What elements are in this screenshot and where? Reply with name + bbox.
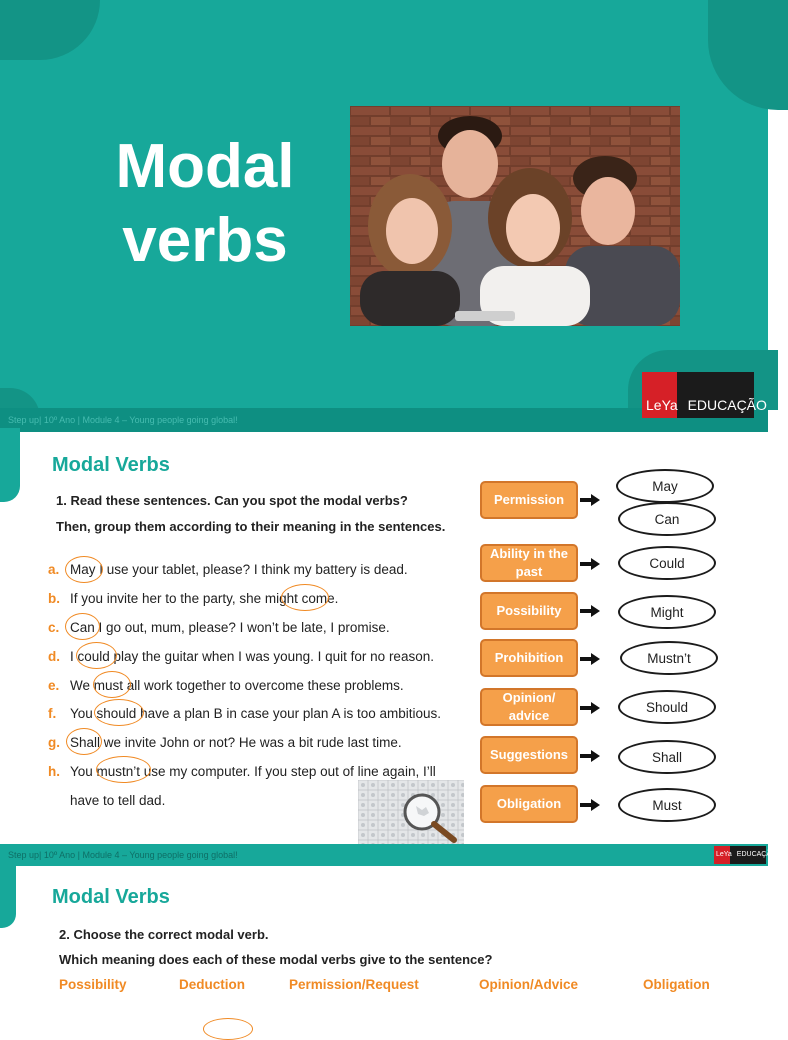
highlight-circle: [65, 556, 103, 583]
title-slide: [0, 0, 768, 432]
highlight-circle: [66, 728, 102, 755]
sentence-e: e. We must all work together to overcome these problems.: [48, 678, 404, 693]
category-obligation: Obligation: [480, 785, 578, 823]
answer-mustnt: Mustn’t: [620, 641, 718, 675]
arrow-right-icon: [580, 653, 600, 665]
highlight-circle: [76, 642, 117, 669]
sentence-b: b. If you invite her to the party, she might come.: [48, 591, 339, 606]
arrow-right-icon: [580, 702, 600, 714]
category-prohibition: Prohibition: [480, 639, 578, 677]
sentence-h: h. You mustn’t use my computer. If you step out of line again, I’ll: [48, 764, 436, 779]
sentence-d: d. I could play the guitar when I was young. I quit for no reason.: [48, 649, 434, 664]
magnifier-puzzle-image: [358, 780, 464, 854]
category-possibility: Possibility: [480, 592, 578, 630]
arrow-right-icon: [580, 750, 600, 762]
answer-might: Might: [618, 595, 716, 629]
sentence-c: c. Can I go out, mum, please? I won’t be late, I promise.: [48, 620, 390, 635]
logo-brand: LeYa: [716, 851, 732, 858]
option-deduction: Deduction: [179, 977, 245, 992]
logo-text: EDUCAÇÃO: [736, 851, 777, 858]
sentence-g: g. Shall we invite John or not? He was a bit rude last time.: [48, 735, 402, 750]
sentence-f: f. You should have a plan B in case your plan A is too ambitious.: [48, 706, 441, 721]
publisher-logo: [714, 846, 777, 864]
highlight-circle: [65, 613, 100, 640]
option-opinion-advice: Opinion/Advice: [479, 977, 579, 992]
decorative-shape: [0, 862, 16, 928]
category-ability-in-the-past: Ability in the past: [480, 544, 578, 582]
exercise-slide-2: [0, 866, 768, 1024]
exercise-slide-1: [0, 432, 777, 866]
answer-should: Should: [618, 690, 716, 724]
logo-text: EDUCAÇÃO: [687, 397, 767, 413]
answer-could: Could: [618, 546, 716, 580]
question-line-1: 1. Read these sentences. Can you spot the modal verbs?: [56, 493, 408, 508]
slide-title: [70, 130, 340, 278]
arrow-right-icon: [580, 605, 600, 617]
sentence-h-continued: have to tell dad.: [70, 793, 166, 808]
decorative-shape: [0, 428, 20, 502]
title-line-1: Modal: [115, 132, 295, 201]
answer-may: May: [616, 469, 714, 503]
option-permission-request: Permission/Request: [289, 977, 419, 992]
category-opinion-advice: Opinion/ advice: [480, 688, 578, 726]
arrow-right-icon: [580, 799, 600, 811]
publisher-logo: [642, 372, 767, 418]
category-permission: Permission: [480, 481, 578, 519]
slide-title: Modal Verbs: [52, 454, 170, 476]
decorative-shape: [708, 0, 788, 110]
arrow-right-icon: [580, 558, 600, 570]
question-line-2: Which meaning does each of these modal verbs give to the sentence?: [59, 952, 493, 967]
highlight-circle: [96, 756, 151, 783]
footer-text: Step up| 10º Ano | Module 4 – Young people going global!: [8, 850, 238, 860]
answer-must: Must: [618, 788, 716, 822]
question-line-1: 2. Choose the correct modal verb.: [59, 927, 269, 942]
highlight-circle: [281, 584, 329, 611]
footer-text: Step up| 10º Ano | Module 4 – Young people going global!: [8, 415, 238, 425]
slide-title: Modal Verbs: [52, 886, 170, 908]
answer-can: Can: [618, 502, 716, 536]
arrow-right-icon: [580, 494, 600, 506]
group-photo: [350, 106, 680, 326]
highlight-circle: [93, 671, 131, 698]
logo-brand: LeYa: [646, 397, 678, 413]
answer-shall: Shall: [618, 740, 716, 774]
question-line-2: Then, group them according to their meaning in the sentences.: [56, 519, 446, 534]
category-suggestions: Suggestions: [480, 736, 578, 774]
highlight-circle: [94, 699, 144, 726]
sentence-a: a. May I use your tablet, please? I think my battery is dead.: [48, 562, 408, 577]
decorative-shape: [0, 0, 100, 60]
option-obligation: Obligation: [643, 977, 710, 992]
option-possibility: Possibility: [59, 977, 127, 992]
highlight-circle: [203, 1018, 253, 1040]
title-line-2: verbs: [122, 206, 288, 275]
